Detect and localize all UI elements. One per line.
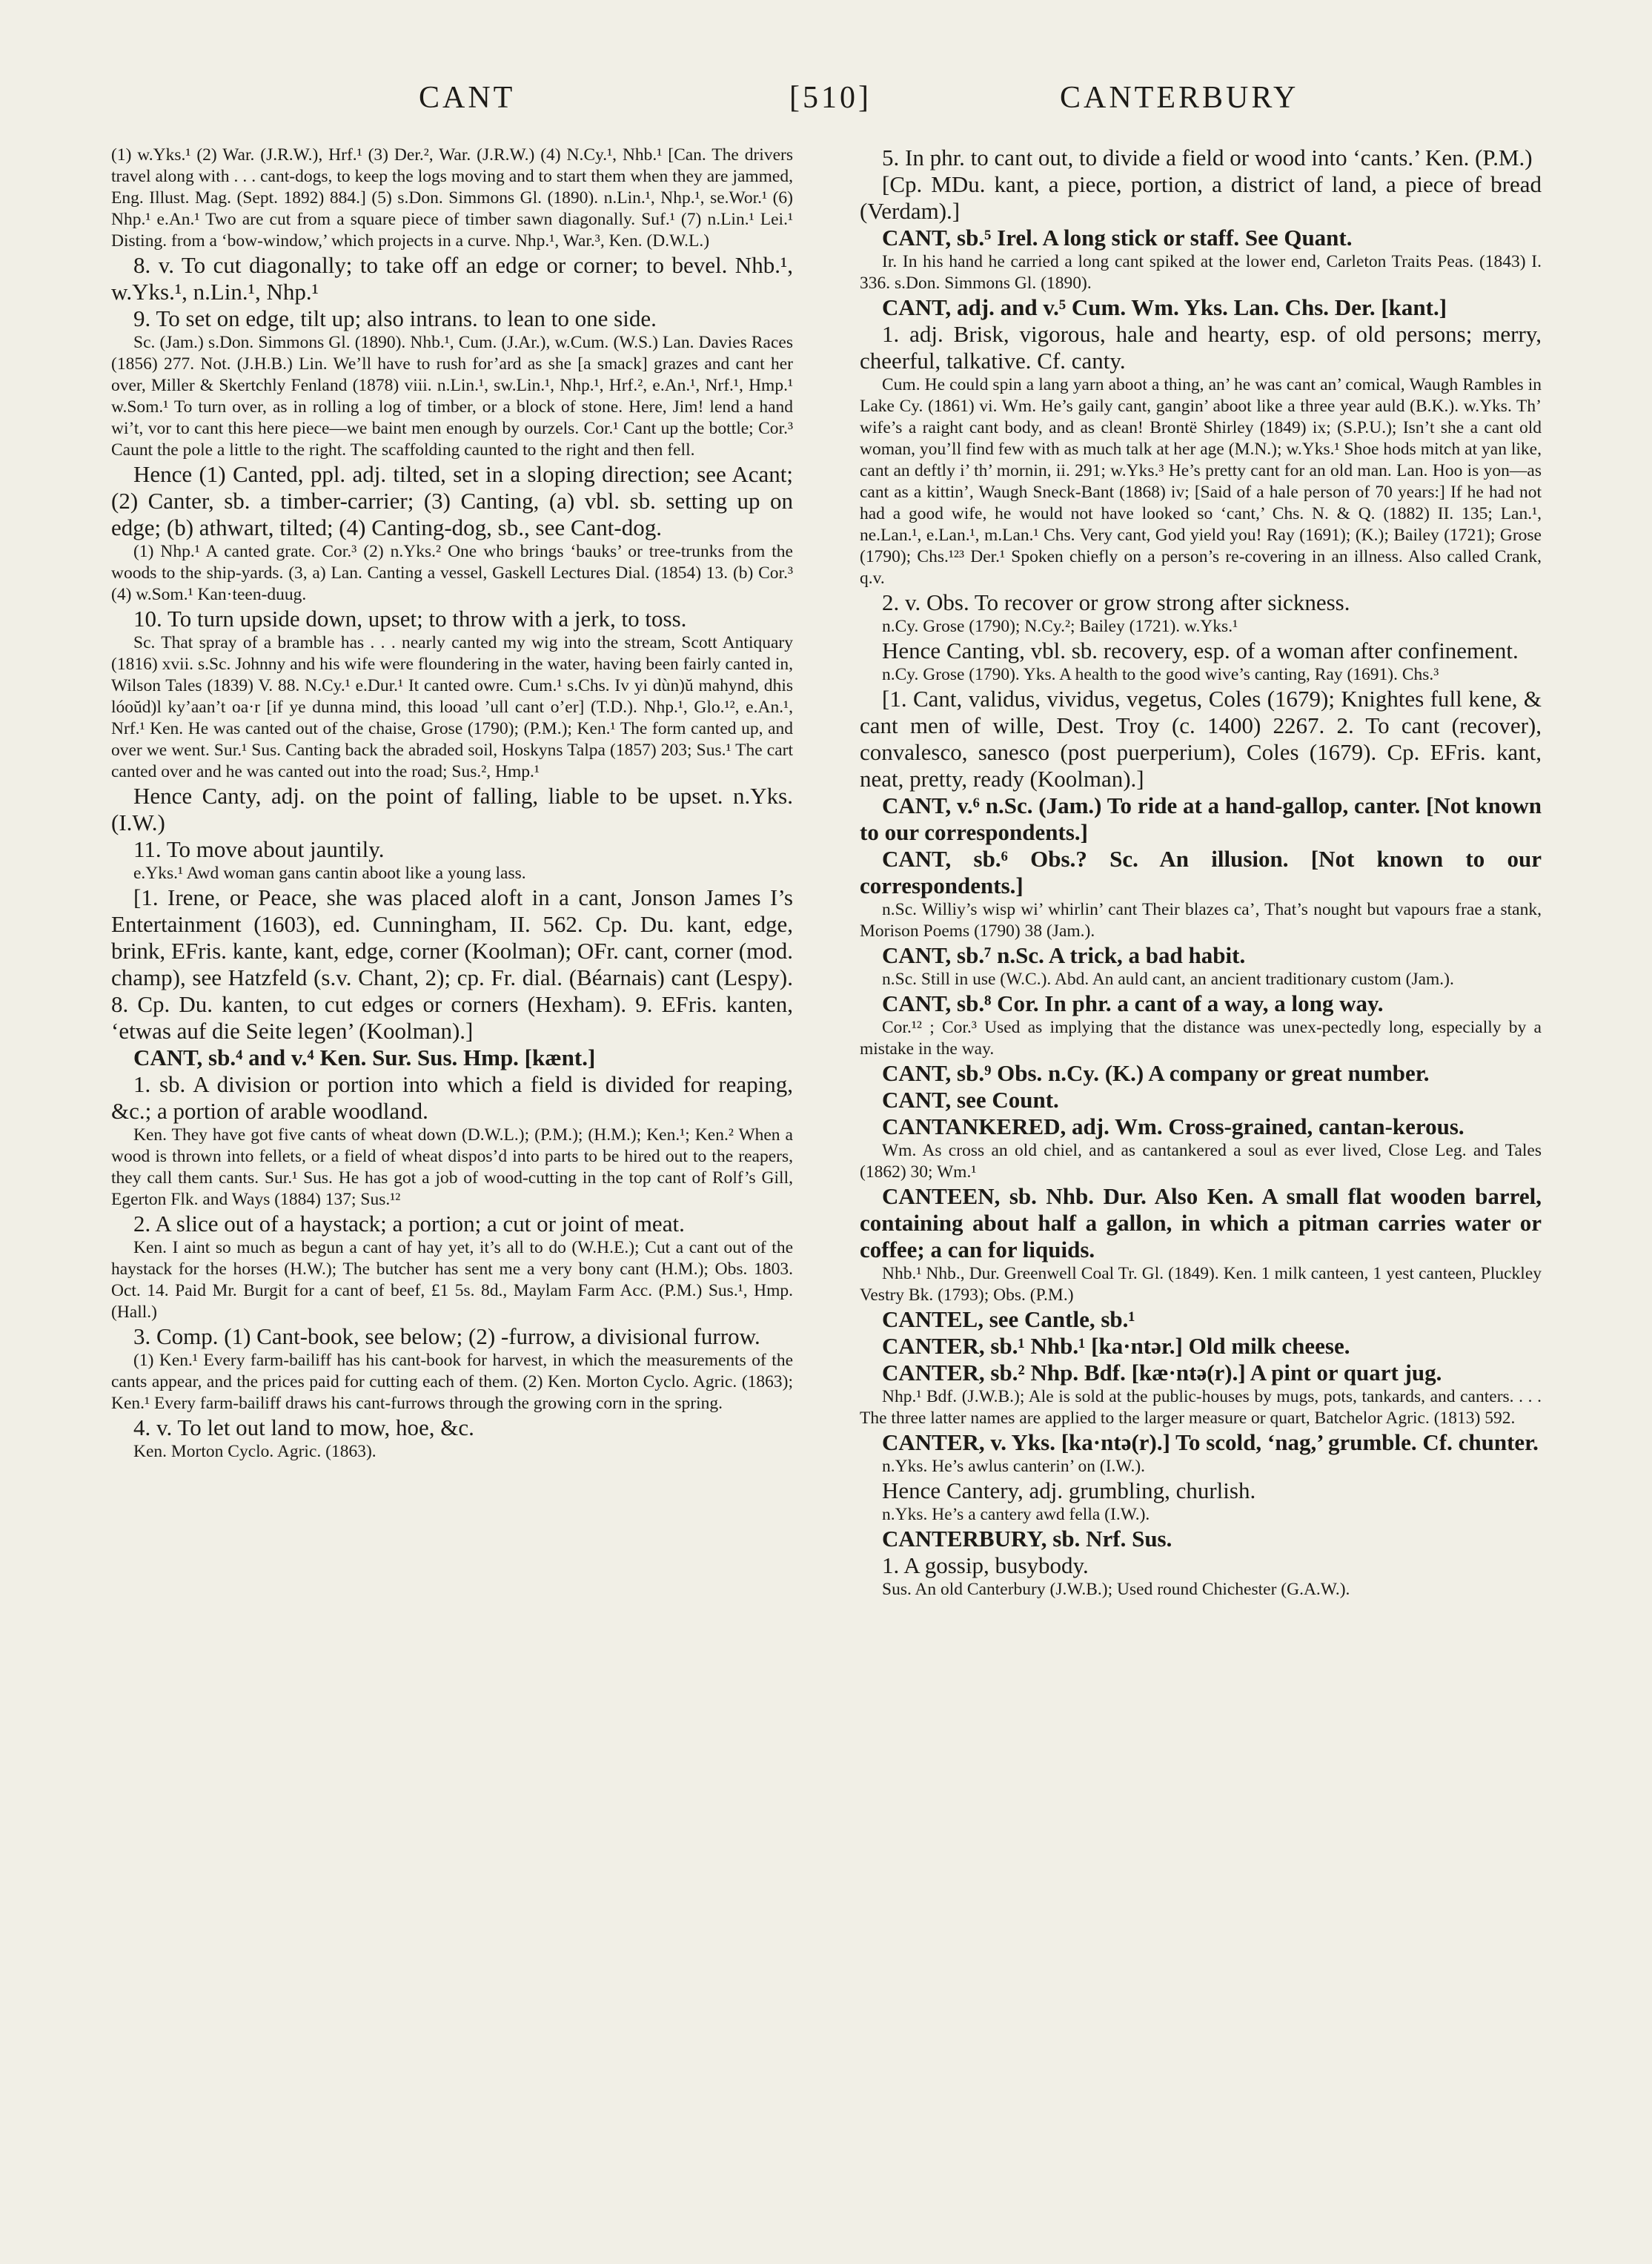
citation-paragraph: n.Cy. Grose (1790). Yks. A health to the good wive’s canting, Ray (1691). Chs.³	[882, 665, 1439, 684]
citation-paragraph: Ken. I aint so much as begun a cant of hay yet, it’s all to do (W.H.E.); Cut a cant out of the haystack for the horses (H.W.); The butcher has sent me a very bony cant (H.M.); Obs. 1803. Oct. 14. Paid Mr. Burgit for a cant of beef, £1 5s. 8d., Maylam Farm Acc. (P.M.) Sus.¹, Hmp. (Hall.)	[111, 1238, 793, 1322]
headword-entry: CANT, adj. and v.⁵ Cum. Wm. Yks. Lan. Chs. Der. [kant.]	[882, 294, 1447, 320]
citation-paragraph: Wm. As cross an old chiel, and as cantankered a soul as ever lived, Close Leg. and Tales (1862) 30; Wm.¹	[860, 1141, 1542, 1182]
entry-paragraph: Hence (1) Canted, ppl. adj. tilted, set in a sloping direction; see Acant; (2) Canter, sb. a timber-carrier; (3) Canting, (a) vbl. sb. setting up on edge; (b) athwart, tilted; (4) Canting-dog, sb., see Cant-dog.	[111, 461, 793, 540]
citation-paragraph: Nhb.¹ Nhb., Dur. Greenwell Coal Tr. Gl. (1849). Ken. 1 milk canteen, 1 yest canteen, Pluckley Vestry Bk. (1793); Obs. (P.M.)	[860, 1264, 1542, 1305]
etymology-paragraph: [Cp. MDu. kant, a piece, portion, a district of land, a piece of bread (Verdam).]	[860, 171, 1542, 224]
headword-entry: CANTERBURY, sb. Nrf. Sus.	[882, 1526, 1172, 1552]
headword-entry: CANT, sb.⁹ Obs. n.Cy. (K.) A company or great number.	[882, 1060, 1430, 1086]
entry-paragraph: 4. v. To let out land to mow, hoe, &c.	[133, 1414, 474, 1440]
citation-paragraph: Sc. (Jam.) s.Don. Simmons Gl. (1890). Nhb.¹, Cum. (J.Ar.), w.Cum. (W.S.) Lan. Davies Races (1856) 277. Not. (J.H.B.) Lin. We’ll have to rush for’ard as she [a smack] grazes and cant her over, Miller & Skertchly Fenland (1878) viii. n.Lin.¹, sw.Lin.¹, Nhp.¹, Hrf.², e.An.¹, Nrf.¹, Hmp.¹ w.Som.¹ To turn over, as in rolling a log of timber, or a block of stone. Here, Jim! lend a hand wi’t, vor to cant this here piece—we baint men enough by ourzels. Cor.¹ Cant up the bottle; Cor.³ Caunt the pole a little to the right. The scaffolding caunted to the right and then fell.	[111, 333, 793, 460]
entry-paragraph: (1) w.Yks.¹ (2) War. (J.R.W.), Hrf.¹ (3) Der.², War. (J.R.W.) (4) N.Cy.¹, Nhb.¹ [Can. The drivers travel along with . . . cant-dogs, to keep the logs moving and to start them when they are jammed, Eng. Illust. Mag. (Sept. 1892) 884.] (5) s.Don. Simmons Gl. (1890). n.Lin.¹, Nhp.¹, se.Wor.¹ (6) Nhp.¹ e.An.¹ Two are cut from a square piece of timber sawn diagonally. Suf.¹ (7) n.Lin.¹ Lei.¹ Disting. from a ‘bow-window,’ which projects in a curve. Nhp.¹, War.³, Ken. (D.W.L.)	[111, 145, 793, 251]
citation-paragraph: n.Sc. Williy’s wisp wi’ whirlin’ cant Their blazes ca’, That’s nought but vapours frae a stank, Morison Poems (1790) 38 (Jam.).	[860, 900, 1542, 941]
page-number: [510]	[789, 81, 872, 115]
citation-paragraph: Ken. Morton Cyclo. Agric. (1863).	[133, 1442, 376, 1461]
header-left-word: CANT	[419, 81, 516, 115]
entry-paragraph: 10. To turn upside down, upset; to throw with a jerk, to toss.	[133, 606, 687, 632]
entry-paragraph: 1. sb. A division or portion into which a field is divided for reaping, &c.; a portion of arable woodland.	[111, 1071, 793, 1124]
citation-paragraph: n.Yks. He’s a cantery awd fella (I.W.).	[882, 1505, 1150, 1524]
headword-entry: CANT, sb.⁵ Irel. A long stick or staff. See Quant.	[882, 225, 1353, 251]
citation-paragraph: Ken. They have got five cants of wheat down (D.W.L.); (P.M.); (H.M.); Ken.¹; Ken.² When a wood is thrown into fellets, or a field of wheat dispos’d into parts to be hired out to the reapers, they call them cants. Sur.¹ Sus. He has got a job of wood-cutting in the top cant of Rolf’s Gill, Egerton Flk. and Ways (1884) 137; Sus.¹²	[111, 1125, 793, 1209]
headword-entry: CANT, v.⁶ n.Sc. (Jam.) To ride at a hand-gallop, canter. [Not known to our correspondents.]	[860, 792, 1542, 845]
citation-paragraph: Cum. He could spin a lang yarn aboot a thing, an’ he was cant an’ comical, Waugh Rambles in Lake Cy. (1861) vi. Wm. He’s gaily cant, gangin’ aboot like a three year auld (B.K.). w.Yks. Th’ wife’s a raight cant body, and as clean! Brontë Shirley (1849) ix; (S.P.U.); Isn’t she a cant old woman, you’ll find few with as much talk at her age (M.N.); w.Yks.¹ Shoe hods mitch at yan like, cant an deftly i’ th’ mornin, ii. 291; w.Yks.³ He’s pretty cant for an old man. Lan. Hoo is yon—as cant as a kittin’, Waugh Sneck-Bant (1868) iv; [Said of a hale person of 70 years:] If he had not had a good wife, he would not have looked so ‘cant,’ Chs. N. & Q. (1882) II. 135; Lan.¹, ne.Lan.¹, e.Lan.¹, m.Lan.¹ Chs. Very cant, God yield you! Ray (1691); (K.); Bailey (1721); Grose (1790); Chs.¹²³ Der.¹ Spoken chiefly on a person’s re-covering in an illness. Also called Crank, q.v.	[860, 375, 1542, 588]
headword-entry: CANT, see Count.	[882, 1087, 1059, 1113]
citation-paragraph: n.Yks. He’s awlus canterin’ on (I.W.).	[882, 1457, 1146, 1476]
citation-paragraph: n.Sc. Still in use (W.C.). Abd. An auld cant, an ancient traditionary custom (Jam.).	[882, 970, 1454, 989]
right-column	[860, 145, 1542, 2205]
citation-paragraph: (1) Nhp.¹ A canted grate. Cor.³ (2) n.Yks.² One who brings ‘bauks’ or tree-trunks from the woods to the ship-yards. (3, a) Lan. Canting a vessel, Gaskell Lectures Dial. (1854) 13. (b) Cor.³ (4) w.Som.¹ Kan·teen-duug.	[111, 542, 793, 604]
headword-entry: CANT, sb.⁷ n.Sc. A trick, a bad habit.	[882, 942, 1246, 968]
etymology-paragraph: [1. Cant, validus, vividus, vegetus, Coles (1679); Knightes full kene, & cant men of wille, Dest. Troy (c. 1400) 2267. 2. To cant (recover), convalesco, sanesco (post puerperium), Coles (1679). Cp. EFris. kant, neat, pretty, ready (Koolman).]	[860, 686, 1542, 792]
header-right-word: CANTERBURY	[1060, 81, 1299, 115]
headword-entry: CANTER, sb.² Nhp. Bdf. [kæ·ntə(r).] A pint or quart jug.	[882, 1360, 1442, 1386]
entry-paragraph: 5. In phr. to cant out, to divide a field or wood into ‘cants.’ Ken. (P.M.)	[882, 145, 1533, 171]
citation-paragraph: Cor.¹² ; Cor.³ Used as implying that the distance was unex-pectedly long, especially by a mistake in the way.	[860, 1018, 1542, 1059]
headword-entry: CANTEEN, sb. Nhb. Dur. Also Ken. A small flat wooden barrel, containing about half a gallon, in which a pitman carries water or coffee; a can for liquids.	[860, 1183, 1542, 1262]
citation-paragraph: Nhp.¹ Bdf. (J.W.B.); Ale is sold at the public-houses by mugs, pots, tankards, and canters. . . . The three latter names are applied to the larger measure or quart, Batchelor Agric. (1813) 592.	[860, 1387, 1542, 1428]
left-column	[111, 145, 793, 2205]
citation-paragraph: e.Yks.¹ Awd woman gans cantin aboot like a young lass.	[133, 864, 526, 883]
entry-paragraph: Hence Canting, vbl. sb. recovery, esp. of a woman after confinement.	[882, 638, 1519, 663]
entry-paragraph: 2. A slice out of a haystack; a portion; a cut or joint of meat.	[133, 1211, 685, 1237]
entry-paragraph: 11. To move about jauntily.	[133, 836, 385, 862]
entry-paragraph: 2. v. Obs. To recover or grow strong after sickness.	[882, 589, 1350, 615]
citation-paragraph: n.Cy. Grose (1790); N.Cy.²; Bailey (1721). w.Yks.¹	[882, 617, 1238, 636]
entry-paragraph: 1. A gossip, busybody.	[882, 1552, 1089, 1578]
citation-paragraph: (1) Ken.¹ Every farm-bailiff has his cant-book for harvest, in which the measurements of the cants appear, and the prices paid for cutting each of them. (2) Ken. Morton Cyclo. Agric. (1863); Ken.¹ Every farm-bailiff draws his cant-furrows through the growing corn in the spring.	[111, 1351, 793, 1413]
headword-entry: CANTANKERED, adj. Wm. Cross-grained, cantan-kerous.	[882, 1113, 1464, 1139]
citation-paragraph: Ir. In his hand he carried a long cant spiked at the lower end, Carleton Traits Peas. (1843) I. 336. s.Don. Simmons Gl. (1890).	[860, 252, 1542, 293]
entry-paragraph: Hence Cantery, adj. grumbling, churlish.	[882, 1477, 1256, 1503]
headword-entry: CANT, sb.⁶ Obs.? Sc. An illusion. [Not known to our correspondents.]	[860, 846, 1542, 898]
citation-paragraph: Sc. That spray of a bramble has . . . nearly canted my wig into the stream, Scott Antiquary (1816) xvii. s.Sc. Johnny and his wife were floundering in the water, having been fairly canted in, Wilson Tales (1839) V. 88. N.Cy.¹ e.Dur.¹ It canted owre. Cum.¹ s.Chs. Iv yi dùn)ŭ mahynd, dhis lóoŭd)l ky’aan’t oa·r [if ye dunna mind, this looad ’ull cant o’er] (T.D.). Nhp.¹, Glo.¹², e.An.¹, Nrf.¹ Ken. He was canted out of the chaise, Grose (1790); (P.M.); Ken.¹ The form canted up, and over we went. Sur.¹ Sus. Canting back the abraded soil, Hoskyns Talpa (1857) 203; Sus.¹ The cart canted over and he was canted out into the road; Sus.², Hmp.¹	[111, 633, 793, 781]
headword-entry: CANTEL, see Cantle, sb.¹	[882, 1306, 1135, 1332]
headword-entry: CANTER, v. Yks. [ka·ntə(r).] To scold, ‘nag,’ grumble. Cf. chunter.	[882, 1429, 1539, 1455]
page-header	[130, 80, 1523, 132]
headword-entry: CANT, sb.⁸ Cor. In phr. a cant of a way, a long way.	[882, 990, 1384, 1016]
entry-paragraph: 3. Comp. (1) Cant-book, see below; (2) -furrow, a divisional furrow.	[133, 1323, 760, 1349]
headword-entry: CANT, sb.⁴ and v.⁴ Ken. Sur. Sus. Hmp. [kænt.]	[133, 1045, 596, 1070]
entry-paragraph: Hence Canty, adj. on the point of falling, liable to be upset. n.Yks. (I.W.)	[111, 783, 793, 835]
entry-paragraph: 8. v. To cut diagonally; to take off an edge or corner; to bevel. Nhb.¹, w.Yks.¹, n.Lin.¹, Nhp.¹	[111, 252, 793, 305]
citation-paragraph: Sus. An old Canterbury (J.W.B.); Used round Chichester (G.A.W.).	[882, 1580, 1350, 1599]
entry-paragraph: 9. To set on edge, tilt up; also intrans. to lean to one side.	[133, 305, 657, 331]
etymology-paragraph: [1. Irene, or Peace, she was placed aloft in a cant, Jonson James I’s Entertainment (1603), ed. Cunningham, II. 562. Cp. Du. kant, edge, brink, EFris. kante, kant, edge, corner (Koolman); OFr. cant, corner (mod. champ), see Hatzfeld (s.v. Chant, 2); cp. Fr. dial. (Béarnais) cant (Lespy). 8. Cp. Du. kanten, to cut edges or corners (Hexham). 9. EFris. kanten, ‘etwas auf die Seite legen’ (Koolman).]	[111, 884, 793, 1044]
headword-entry: CANTER, sb.¹ Nhb.¹ [ka·ntər.] Old milk cheese.	[882, 1333, 1350, 1359]
entry-paragraph: 1. adj. Brisk, vigorous, hale and hearty, esp. of old persons; merry, cheerful, talkative. Cf. canty.	[860, 321, 1542, 374]
